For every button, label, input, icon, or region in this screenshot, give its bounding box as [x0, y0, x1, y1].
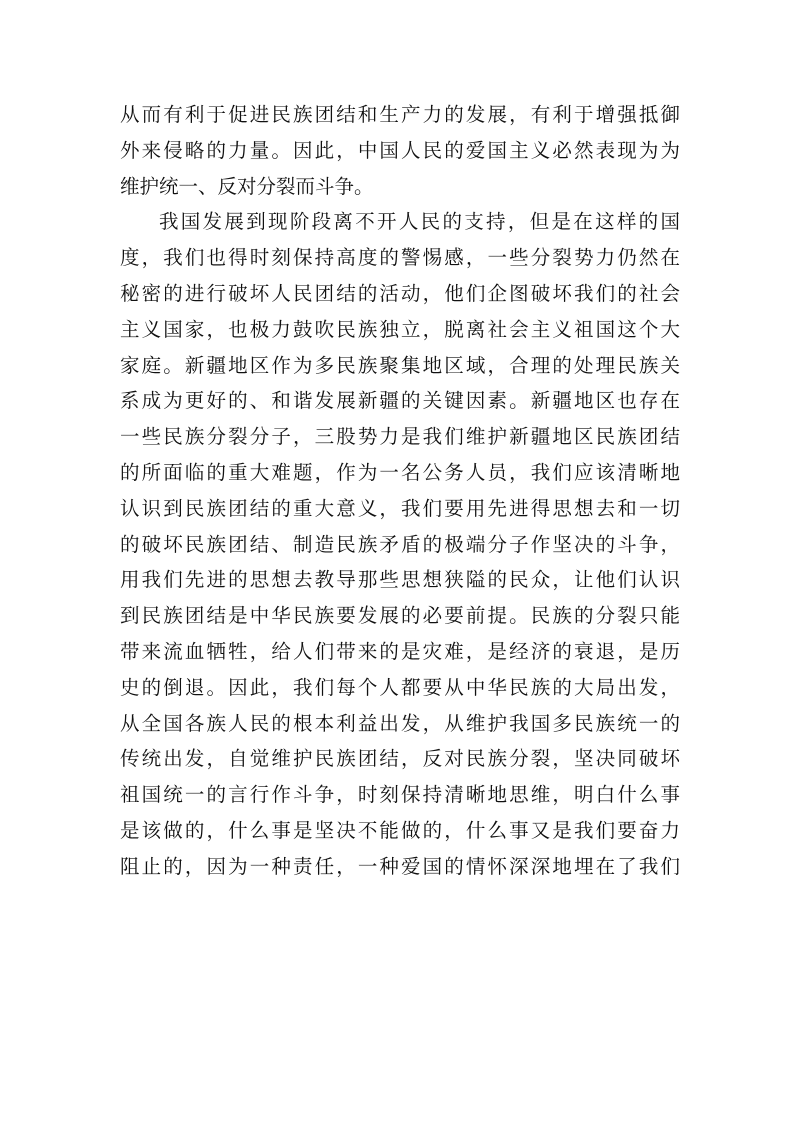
text-line: 认识到民族团结的重大意义，我们要用先进得思想去和一切 — [120, 496, 680, 520]
text-line: 从而有利于促进民族团结和生产力的发展，有利于增强抵御 — [120, 103, 680, 126]
text-line: 带来流血牺牲，给人们带来的是灾难，是经济的衰退，是历 — [120, 639, 680, 663]
text-line: 秘密的进行破坏人民团结的活动，他们企图破坏我们的社会 — [120, 281, 680, 305]
text-line: 传统出发，自觉维护民族团结，反对民族分裂，坚决同破坏 — [120, 747, 680, 771]
text-line: 祖国统一的言行作斗争，时刻保持清晰地思维，明白什么事 — [120, 783, 680, 807]
text-line: 从全国各族人民的根本利益出发，从维护我国多民族统一的 — [120, 711, 680, 735]
text-line: 家庭。新疆地区作为多民族聚集地区域，合理的处理民族关 — [120, 353, 680, 377]
text-line: 阻止的，因为一种责任，一种爱国的情怀深深地埋在了我们 — [120, 854, 680, 878]
text-line: 度，我们也得时刻保持高度的警惕感，一些分裂势力仍然在 — [120, 246, 680, 270]
paragraph-2 — [120, 204, 680, 884]
text-line: 系成为更好的、和谐发展新疆的关键因素。新疆地区也存在 — [120, 389, 680, 413]
paragraph-1 — [120, 97, 680, 204]
text-line: 一些民族分裂分子，三股势力是我们维护新疆地区民族团结 — [120, 425, 680, 449]
text-line: 是该做的，什么事是坚决不能做的，什么事又是我们要奋力 — [120, 818, 680, 842]
text-line: 的破坏民族团结、制造民族矛盾的极端分子作坚决的斗争， — [120, 532, 680, 556]
text-line: 的所面临的重大难题，作为一名公务人员，我们应该清晰地 — [120, 460, 680, 484]
text-line: 我国发展到现阶段离不开人民的支持，但是在这样的国 — [159, 210, 680, 234]
text-line: 维护统一、反对分裂而斗争。 — [120, 174, 374, 198]
document-body — [120, 97, 680, 885]
text-line: 主义国家，也极力鼓吹民族独立，脱离社会主义祖国这个大 — [120, 317, 680, 341]
text-line: 用我们先进的思想去教导那些思想狭隘的民众，让他们认识 — [120, 568, 680, 592]
text-line: 到民族团结是中华民族要发展的必要前提。民族的分裂只能 — [120, 604, 680, 628]
text-line: 外来侵略的力量。因此，中国人民的爱国主义必然表现为为 — [120, 138, 680, 162]
text-line: 史的倒退。因此，我们每个人都要从中华民族的大局出发， — [120, 675, 680, 699]
